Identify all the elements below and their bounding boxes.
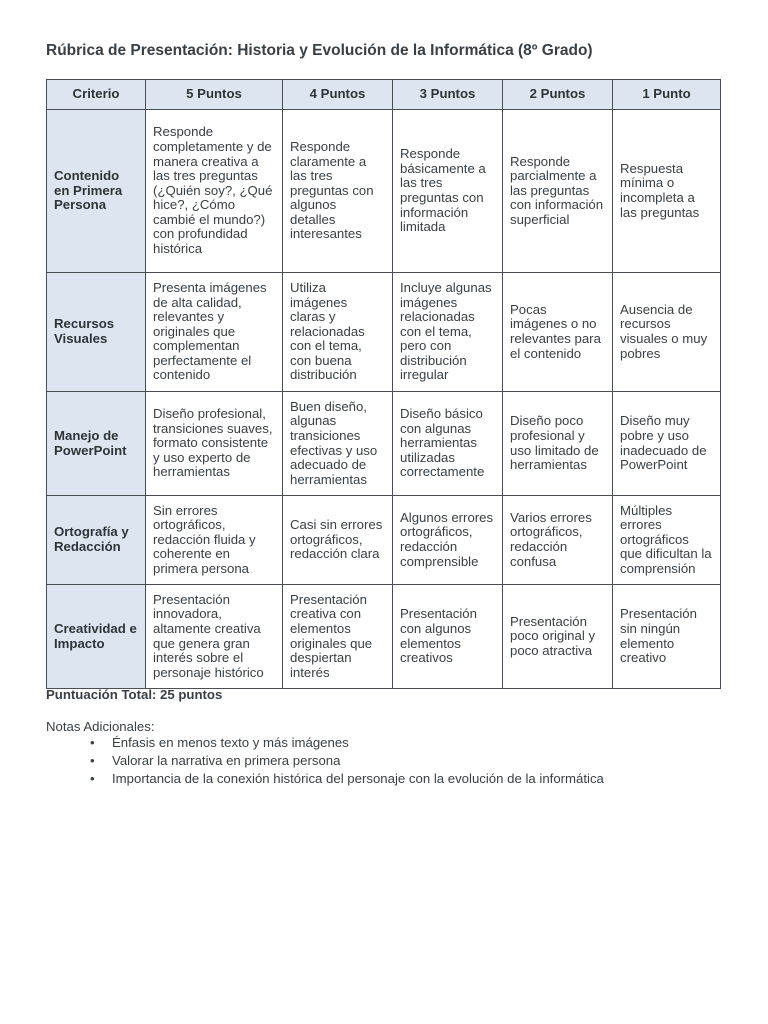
header-row [47, 80, 721, 110]
table-cell: Presentación sin ningún elemento creativo [613, 585, 721, 689]
header-3-puntos: 3 Puntos [393, 80, 503, 110]
table-cell: Diseño muy pobre y uso inadecuado de PowerPoint [613, 392, 721, 496]
notes-heading: Notas Adicionales: [46, 719, 155, 734]
table-cell: Sin errores ortográficos, redacción fluida y coherente en primera persona [146, 496, 283, 585]
table-cell: Diseño profesional, transiciones suaves, formato consistente y uso experto de herramientas [146, 392, 283, 496]
table-row [47, 273, 721, 392]
table-cell: Diseño poco profesional y uso limitado de herramientas [503, 392, 613, 496]
bullet-icon: • [90, 753, 95, 768]
list-item [90, 770, 604, 788]
table-cell: Presenta imágenes de alta calidad, relevantes y originales que complementan perfectamente el contenido [146, 273, 283, 392]
document-title: Rúbrica de Presentación: Historia y Evolución de la Informática (8º Grado) [46, 42, 593, 59]
table-cell: Casi sin errores ortográficos, redacción clara [283, 496, 393, 585]
table-row [47, 496, 721, 585]
table-row [47, 110, 721, 273]
table-cell: Responde claramente a las tres preguntas con algunos detalles interesantes [283, 110, 393, 273]
bullet-icon: • [90, 735, 95, 750]
notes-list [46, 734, 604, 788]
table-cell: Incluye algunas imágenes relacionadas con el tema, pero con distribución irregular [393, 273, 503, 392]
table-cell: Presentación innovadora, altamente creativa que genera gran interés sobre el personaje histórico [146, 585, 283, 689]
table-cell: Varios errores ortográficos, redacción confusa [503, 496, 613, 585]
header-4-puntos: 4 Puntos [283, 80, 393, 110]
header-1-punto: 1 Punto [613, 80, 721, 110]
table-cell: Presentación con algunos elementos creativos [393, 585, 503, 689]
note-text: Importancia de la conexión histórica del personaje con la evolución de la informática [112, 771, 604, 786]
table-cell: Presentación poco original y poco atractiva [503, 585, 613, 689]
table-cell: Responde completamente y de manera creativa a las tres preguntas (¿Quién soy?, ¿Qué hice?, ¿Cómo cambié el mundo?) con profundidad histórica [146, 110, 283, 273]
table-cell: Responde parcialmente a las preguntas con información superficial [503, 110, 613, 273]
table-row [47, 392, 721, 496]
note-text: Énfasis en menos texto y más imágenes [112, 735, 349, 750]
table-cell: Utiliza imágenes claras y relacionadas con el tema, con buena distribución [283, 273, 393, 392]
criterion-cell: Recursos Visuales [47, 273, 146, 392]
table-row [47, 585, 721, 689]
table-cell: Múltiples errores ortográficos que dificultan la comprensión [613, 496, 721, 585]
criterion-cell: Manejo de PowerPoint [47, 392, 146, 496]
header-criterio: Criterio [47, 80, 146, 110]
table-cell: Respuesta mínima o incompleta a las preguntas [613, 110, 721, 273]
header-5-puntos: 5 Puntos [146, 80, 283, 110]
bullet-icon: • [90, 771, 95, 786]
table-cell: Diseño básico con algunas herramientas utilizadas correctamente [393, 392, 503, 496]
table-cell: Buen diseño, algunas transiciones efectivas y uso adecuado de herramientas [283, 392, 393, 496]
table-cell: Presentación creativa con elementos originales que despiertan interés [283, 585, 393, 689]
list-item [90, 734, 604, 752]
table-cell: Pocas imágenes o no relevantes para el contenido [503, 273, 613, 392]
note-text: Valorar la narrativa en primera persona [112, 753, 341, 768]
header-2-puntos: 2 Puntos [503, 80, 613, 110]
criterion-cell: Ortografía y Redacción [47, 496, 146, 585]
criterion-cell: Creatividad e Impacto [47, 585, 146, 689]
table-cell: Algunos errores ortográficos, redacción comprensible [393, 496, 503, 585]
rubric-table [46, 79, 721, 689]
criterion-cell: Contenido en Primera Persona [47, 110, 146, 273]
list-item [90, 752, 604, 770]
table-cell: Ausencia de recursos visuales o muy pobres [613, 273, 721, 392]
total-score: Puntuación Total: 25 puntos [46, 687, 223, 702]
table-cell: Responde básicamente a las tres preguntas con información limitada [393, 110, 503, 273]
